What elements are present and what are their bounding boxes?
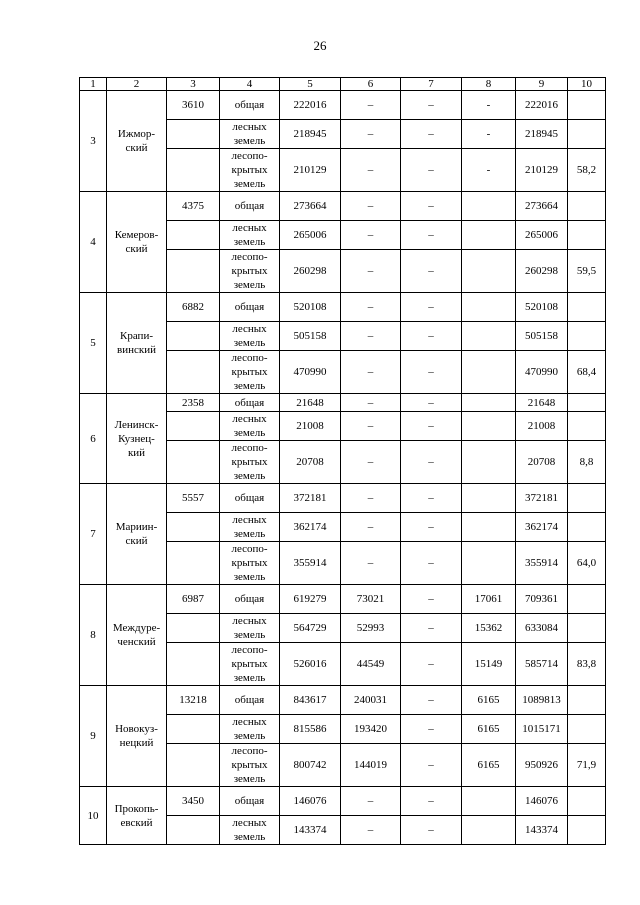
cell-col6: – xyxy=(341,484,401,513)
cell-col8 xyxy=(462,394,516,412)
cell-col5: 526016 xyxy=(280,643,341,686)
cell-col10: 59,5 xyxy=(568,250,606,293)
cell-col5: 260298 xyxy=(280,250,341,293)
cell-col9: 265006 xyxy=(516,221,568,250)
cell-col10 xyxy=(568,192,606,221)
cell-col9: 143374 xyxy=(516,816,568,845)
table-row xyxy=(80,585,606,614)
cell-col10 xyxy=(568,816,606,845)
cell-col6: – xyxy=(341,149,401,192)
cell-col8 xyxy=(462,351,516,394)
land-type: общая xyxy=(220,484,280,513)
cell-col7: – xyxy=(401,513,462,542)
cell-col10 xyxy=(568,614,606,643)
area-value: 3450 xyxy=(167,787,220,816)
cell-col10 xyxy=(568,120,606,149)
cell-col6: – xyxy=(341,250,401,293)
cell-col5: 222016 xyxy=(280,91,341,120)
empty-cell xyxy=(167,614,220,643)
cell-col7: – xyxy=(401,585,462,614)
column-header: 5 xyxy=(280,78,341,91)
cell-col7: – xyxy=(401,91,462,120)
land-type: лесных земель xyxy=(220,715,280,744)
table-row xyxy=(80,91,606,120)
cell-col10 xyxy=(568,293,606,322)
area-value: 5557 xyxy=(167,484,220,513)
cell-col5: 815586 xyxy=(280,715,341,744)
cell-col5: 520108 xyxy=(280,293,341,322)
cell-col8: - xyxy=(462,91,516,120)
cell-col6: – xyxy=(341,221,401,250)
cell-col7: – xyxy=(401,221,462,250)
cell-col8: 15362 xyxy=(462,614,516,643)
cell-col9: 210129 xyxy=(516,149,568,192)
area-value: 6882 xyxy=(167,293,220,322)
cell-col9: 585714 xyxy=(516,643,568,686)
cell-col7: – xyxy=(401,322,462,351)
cell-col7: – xyxy=(401,293,462,322)
cell-col9: 222016 xyxy=(516,91,568,120)
district-number: 8 xyxy=(80,585,107,686)
cell-col8 xyxy=(462,250,516,293)
cell-col5: 564729 xyxy=(280,614,341,643)
cell-col10 xyxy=(568,513,606,542)
cell-col8 xyxy=(462,192,516,221)
cell-col5: 800742 xyxy=(280,744,341,787)
district-number: 9 xyxy=(80,686,107,787)
empty-cell xyxy=(167,643,220,686)
area-value: 4375 xyxy=(167,192,220,221)
cell-col7: – xyxy=(401,542,462,585)
cell-col5: 470990 xyxy=(280,351,341,394)
page-number: 26 xyxy=(313,38,327,53)
district-name: Ленинск- Кузнец- кий xyxy=(107,394,167,484)
land-type: общая xyxy=(220,686,280,715)
cell-col9: 372181 xyxy=(516,484,568,513)
cell-col10: 83,8 xyxy=(568,643,606,686)
cell-col8 xyxy=(462,787,516,816)
cell-col5: 210129 xyxy=(280,149,341,192)
district-name: Новокуз- нецкий xyxy=(107,686,167,787)
district-number: 10 xyxy=(80,787,107,845)
cell-col8 xyxy=(462,322,516,351)
cell-col5: 355914 xyxy=(280,542,341,585)
cell-col5: 143374 xyxy=(280,816,341,845)
cell-col8 xyxy=(462,412,516,441)
cell-col6: 52993 xyxy=(341,614,401,643)
cell-col7: – xyxy=(401,816,462,845)
district-number: 5 xyxy=(80,293,107,394)
empty-cell xyxy=(167,412,220,441)
land-type: общая xyxy=(220,787,280,816)
table-row xyxy=(80,787,606,816)
cell-col6: – xyxy=(341,394,401,412)
district-number: 6 xyxy=(80,394,107,484)
cell-col5: 619279 xyxy=(280,585,341,614)
empty-cell xyxy=(167,351,220,394)
land-type: общая xyxy=(220,293,280,322)
area-value: 6987 xyxy=(167,585,220,614)
district-name: Мариин- ский xyxy=(107,484,167,585)
table-body xyxy=(80,91,606,845)
cell-col6: 144019 xyxy=(341,744,401,787)
cell-col9: 633084 xyxy=(516,614,568,643)
table-row xyxy=(80,192,606,221)
cell-col10 xyxy=(568,484,606,513)
cell-col10 xyxy=(568,221,606,250)
land-type: общая xyxy=(220,192,280,221)
cell-col8 xyxy=(462,441,516,484)
cell-col9: 1015171 xyxy=(516,715,568,744)
cell-col6: – xyxy=(341,322,401,351)
cell-col6: 44549 xyxy=(341,643,401,686)
area-value: 2358 xyxy=(167,394,220,412)
table-row xyxy=(80,686,606,715)
cell-col10: 8,8 xyxy=(568,441,606,484)
cell-col7: – xyxy=(401,394,462,412)
cell-col7: – xyxy=(401,614,462,643)
district-number: 7 xyxy=(80,484,107,585)
land-type: общая xyxy=(220,394,280,412)
land-type: лесных земель xyxy=(220,412,280,441)
cell-col7: – xyxy=(401,787,462,816)
cell-col5: 20708 xyxy=(280,441,341,484)
cell-col5: 273664 xyxy=(280,192,341,221)
land-type: лесных земель xyxy=(220,221,280,250)
cell-col10 xyxy=(568,686,606,715)
cell-col10: 71,9 xyxy=(568,744,606,787)
cell-col10 xyxy=(568,91,606,120)
cell-col9: 20708 xyxy=(516,441,568,484)
cell-col10 xyxy=(568,585,606,614)
cell-col9: 273664 xyxy=(516,192,568,221)
cell-col9: 709361 xyxy=(516,585,568,614)
district-name: Кемеров- ский xyxy=(107,192,167,293)
cell-col6: – xyxy=(341,542,401,585)
column-header: 8 xyxy=(462,78,516,91)
cell-col10: 58,2 xyxy=(568,149,606,192)
cell-col8: 6165 xyxy=(462,686,516,715)
cell-col7: – xyxy=(401,412,462,441)
cell-col6: – xyxy=(341,816,401,845)
land-type: лесопо- крытых земель xyxy=(220,441,280,484)
empty-cell xyxy=(167,816,220,845)
cell-col7: – xyxy=(401,120,462,149)
land-type: лесных земель xyxy=(220,120,280,149)
cell-col6: – xyxy=(341,91,401,120)
area-value: 3610 xyxy=(167,91,220,120)
land-type: общая xyxy=(220,585,280,614)
cell-col5: 21648 xyxy=(280,394,341,412)
empty-cell xyxy=(167,542,220,585)
land-type: лесных земель xyxy=(220,816,280,845)
cell-col5: 146076 xyxy=(280,787,341,816)
land-type: лесопо- крытых земель xyxy=(220,149,280,192)
cell-col8: 17061 xyxy=(462,585,516,614)
district-name: Ижмор- ский xyxy=(107,91,167,192)
cell-col8: - xyxy=(462,120,516,149)
cell-col6: – xyxy=(341,412,401,441)
cell-col6: – xyxy=(341,513,401,542)
cell-col7: – xyxy=(401,441,462,484)
table-row xyxy=(80,293,606,322)
district-number: 3 xyxy=(80,91,107,192)
cell-col7: – xyxy=(401,192,462,221)
cell-col5: 372181 xyxy=(280,484,341,513)
cell-col6: – xyxy=(341,293,401,322)
cell-col10 xyxy=(568,715,606,744)
cell-col9: 146076 xyxy=(516,787,568,816)
cell-col8 xyxy=(462,293,516,322)
land-type: лесопо- крытых земель xyxy=(220,643,280,686)
cell-col10 xyxy=(568,322,606,351)
cell-col7: – xyxy=(401,484,462,513)
column-header: 6 xyxy=(341,78,401,91)
cell-col9: 218945 xyxy=(516,120,568,149)
cell-col8 xyxy=(462,484,516,513)
cell-col7: – xyxy=(401,643,462,686)
cell-col8 xyxy=(462,542,516,585)
cell-col5: 218945 xyxy=(280,120,341,149)
district-name: Прокопь- евский xyxy=(107,787,167,845)
column-header: 10 xyxy=(568,78,606,91)
cell-col8: 6165 xyxy=(462,744,516,787)
district-name: Междуре- ченский xyxy=(107,585,167,686)
cell-col10: 68,4 xyxy=(568,351,606,394)
empty-cell xyxy=(167,744,220,787)
cell-col9: 21008 xyxy=(516,412,568,441)
table-header-row xyxy=(80,78,606,91)
cell-col8: 15149 xyxy=(462,643,516,686)
empty-cell xyxy=(167,441,220,484)
area-value: 13218 xyxy=(167,686,220,715)
column-header: 7 xyxy=(401,78,462,91)
cell-col5: 265006 xyxy=(280,221,341,250)
cell-col7: – xyxy=(401,715,462,744)
land-type: лесопо- крытых земель xyxy=(220,250,280,293)
land-type: лесных земель xyxy=(220,614,280,643)
cell-col10 xyxy=(568,394,606,412)
land-type: лесных земель xyxy=(220,322,280,351)
column-header: 2 xyxy=(107,78,167,91)
cell-col9: 470990 xyxy=(516,351,568,394)
table-row xyxy=(80,394,606,412)
cell-col9: 1089813 xyxy=(516,686,568,715)
cell-col9: 21648 xyxy=(516,394,568,412)
district-name: Крапи- винский xyxy=(107,293,167,394)
land-type: лесопо- крытых земель xyxy=(220,744,280,787)
table-row xyxy=(80,484,606,513)
cell-col6: 193420 xyxy=(341,715,401,744)
cell-col5: 843617 xyxy=(280,686,341,715)
cell-col9: 355914 xyxy=(516,542,568,585)
empty-cell xyxy=(167,513,220,542)
cell-col5: 505158 xyxy=(280,322,341,351)
cell-col8: 6165 xyxy=(462,715,516,744)
cell-col10: 64,0 xyxy=(568,542,606,585)
cell-col5: 21008 xyxy=(280,412,341,441)
cell-col7: – xyxy=(401,250,462,293)
column-header: 4 xyxy=(220,78,280,91)
cell-col9: 260298 xyxy=(516,250,568,293)
land-type: лесопо- крытых земель xyxy=(220,542,280,585)
empty-cell xyxy=(167,149,220,192)
empty-cell xyxy=(167,715,220,744)
empty-cell xyxy=(167,322,220,351)
cell-col6: – xyxy=(341,787,401,816)
cell-col7: – xyxy=(401,149,462,192)
cell-col7: – xyxy=(401,351,462,394)
cell-col6: – xyxy=(341,120,401,149)
cell-col10 xyxy=(568,787,606,816)
cell-col9: 505158 xyxy=(516,322,568,351)
cell-col7: – xyxy=(401,686,462,715)
cell-col8 xyxy=(462,816,516,845)
cell-col6: – xyxy=(341,441,401,484)
cell-col6: 240031 xyxy=(341,686,401,715)
land-type: общая xyxy=(220,91,280,120)
cell-col9: 362174 xyxy=(516,513,568,542)
cell-col9: 950926 xyxy=(516,744,568,787)
cell-col6: 73021 xyxy=(341,585,401,614)
land-type: лесопо- крытых земель xyxy=(220,351,280,394)
empty-cell xyxy=(167,221,220,250)
cell-col9: 520108 xyxy=(516,293,568,322)
cell-col5: 362174 xyxy=(280,513,341,542)
cell-col6: – xyxy=(341,192,401,221)
land-type: лесных земель xyxy=(220,513,280,542)
column-header: 3 xyxy=(167,78,220,91)
column-header: 9 xyxy=(516,78,568,91)
cell-col8: - xyxy=(462,149,516,192)
cell-col8 xyxy=(462,221,516,250)
cell-col10 xyxy=(568,412,606,441)
cell-col8 xyxy=(462,513,516,542)
district-number: 4 xyxy=(80,192,107,293)
column-header: 1 xyxy=(80,78,107,91)
cell-col6: – xyxy=(341,351,401,394)
empty-cell xyxy=(167,250,220,293)
forest-area-table xyxy=(79,77,606,845)
cell-col7: – xyxy=(401,744,462,787)
empty-cell xyxy=(167,120,220,149)
